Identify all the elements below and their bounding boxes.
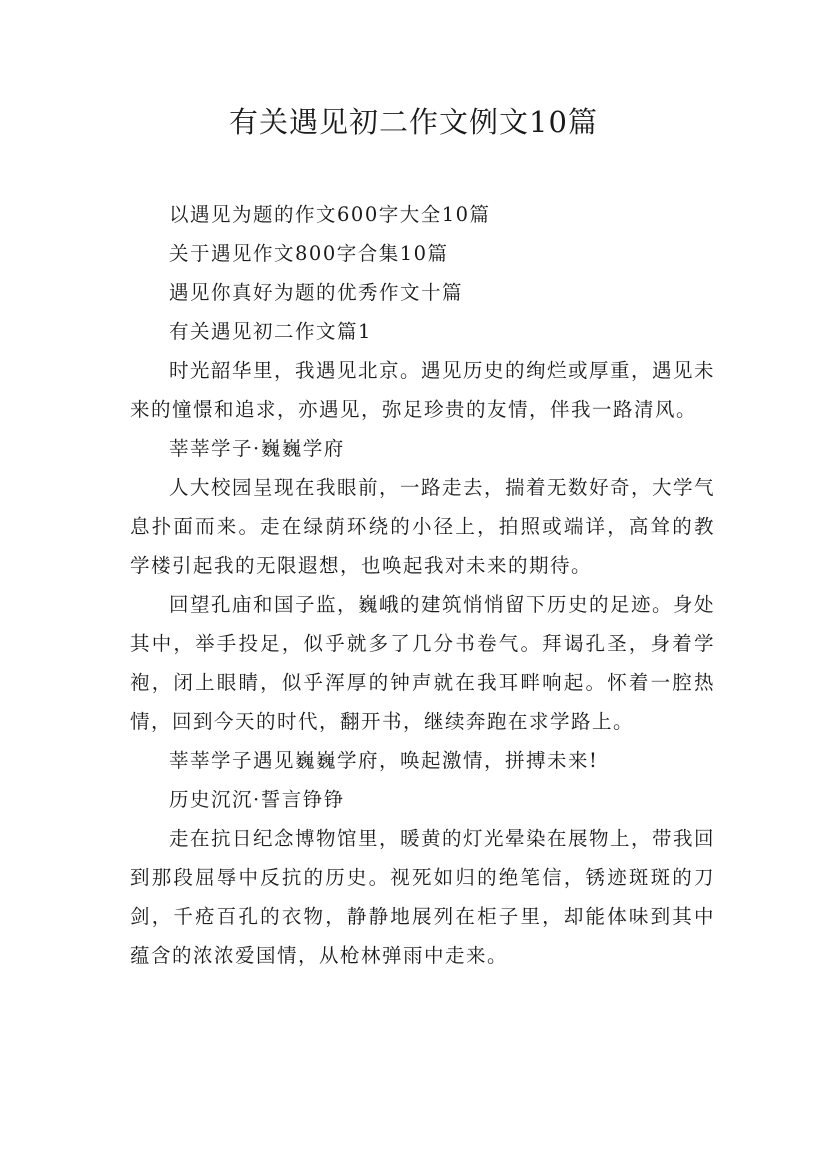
document-title: 有关遇见初二作文例文10篇 xyxy=(229,105,598,139)
document-body xyxy=(130,195,715,975)
paragraph: 人大校园呈现在我眼前，一路走去，揣着无数好奇，大学气息扑面而来。走在绿荫环绕的小径上，拍照或端详，高耸的教学楼引起我的无限遐想，也唤起我对未来的期待。 xyxy=(130,476,716,577)
paragraph: 遇见你真好为题的优秀作文十篇 xyxy=(169,281,464,304)
paragraph: 关于遇见作文800字合集10篇 xyxy=(169,242,449,265)
subheading: 历史沉沉·誓言铮铮 xyxy=(169,788,345,811)
section-heading: 有关遇见初二作文篇1 xyxy=(169,320,372,343)
paragraph: 时光韶华里，我遇见北京。遇见历史的绚烂或厚重，遇见未来的憧憬和追求，亦遇见，弥足珍贵的友情，伴我一路清风。 xyxy=(130,359,716,421)
paragraph: 走在抗日纪念博物馆里，暖黄的灯光晕染在展物上，带我回到那段屈辱中反抗的历史。视死如归的绝笔信，锈迹斑斑的刀剑，千疮百孔的衣物，静静地展列在柜子里，却能体味到其中蕴含的浓浓爱国情，从枪林弹雨中走来。 xyxy=(130,827,716,967)
subheading: 莘莘学子·巍巍学府 xyxy=(169,437,345,460)
paragraph: 回望孔庙和国子监，巍峨的建筑悄悄留下历史的足迹。身处其中，举手投足，似乎就多了几分书卷气。拜谒孔圣，身着学袍，闭上眼睛，似乎浑厚的钟声就在我耳畔响起。怀着一腔热情，回到今天的时代，翻开书，继续奔跑在求学路上。 xyxy=(130,593,716,733)
paragraph: 以遇见为题的作文600字大全10篇 xyxy=(169,203,491,226)
paragraph: 莘莘学子遇见巍巍学府，唤起激情，拼搏未来! xyxy=(169,749,599,772)
